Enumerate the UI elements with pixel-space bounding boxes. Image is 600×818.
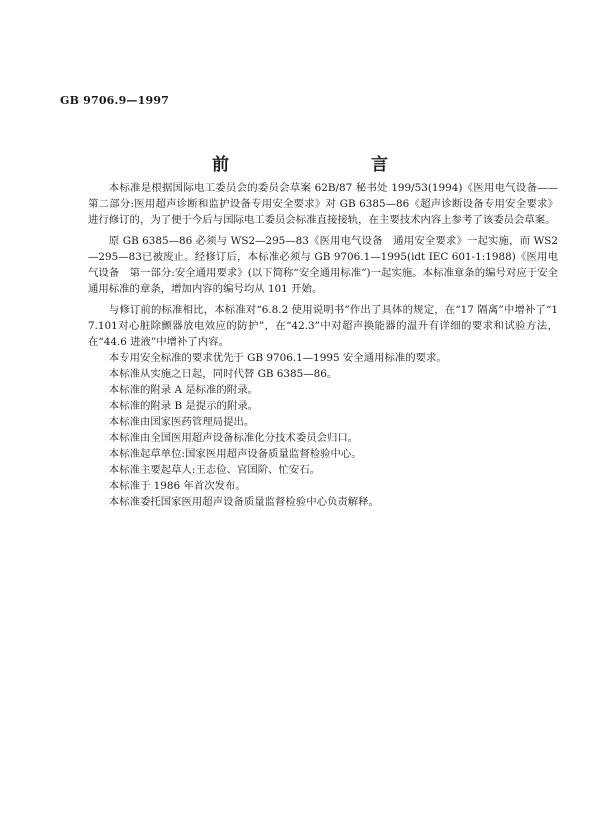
- preface-body: [88, 180, 558, 510]
- paragraph-replacement: 本标准从实施之日起，同时代替 GB 6385—86。: [108, 368, 338, 380]
- paragraph-proposer: 本标准由国家医药管理局提出。: [108, 416, 255, 428]
- paragraph-interpretation: 本标准委托国家医用超声设备质量监督检验中心负责解释。: [108, 496, 379, 508]
- paragraph-appendix-a: 本标准的附录 A 是标准的附录。: [108, 384, 258, 396]
- paragraph-appendix-b: 本标准的附录 B 是提示的附录。: [108, 400, 259, 412]
- page-title: 前 言: [212, 155, 424, 175]
- paragraph-revision-basis: 本标准是根据国际电工委员会的委员会草案 62B/87 秘书处 199/53(1994)《医用电气设备——第二部分:医用超声诊断和监护设备专用安全要求》对 GB 6385—86《超声诊断设备专用安全要求》进行修订的，为了便于今后与国际电工委员会标准直接接轨，在主要技术内容上参考了该委员会草案。: [88, 182, 558, 226]
- paragraph-implementation: 原 GB 6385—86 必须与 WS2—295—83《医用电气设备 通用安全要求》一起实施，而 WS2—295—83已被废止。经修订后，本标准必须与 GB 9706.1—1995(idt IEC 601-1:1988)《医用电气设备 第一部分:安全通用要求》(以下简称“安全通用标准”)一起实施。本标准章条的编号对应于安全通用标准的章条，增加内容的编号均从 101 开始。: [88, 235, 558, 295]
- paragraph-priority: 本专用安全标准的要求优先于 GB 9706.1—1995 安全通用标准的要求。: [108, 352, 447, 364]
- paragraph-changes: 与修订前的标准相比，本标准对“6.8.2 使用说明书”作出了具体的规定，在“17 隔离”中增补了“17.101对心脏除颤器放电效应的防护”，在“42.3”中对超声换能器的温升有详细的要求和试验方法，在“44.6 进液”中增补了内容。: [88, 304, 558, 348]
- standard-code: GB 9706.9—1997: [60, 94, 170, 107]
- paragraph-first-issue: 本标准于 1986 年首次发布。: [108, 480, 246, 492]
- paragraph-drafting-unit: 本标准起草单位:国家医用超声设备质量监督检验中心。: [108, 448, 362, 460]
- paragraph-administrator: 本标准由全国医用超声设备标准化分技术委员会归口。: [108, 432, 359, 444]
- paragraph-drafters: 本标准主要起草人:王志俭、官国阶、忙安石。: [108, 464, 321, 476]
